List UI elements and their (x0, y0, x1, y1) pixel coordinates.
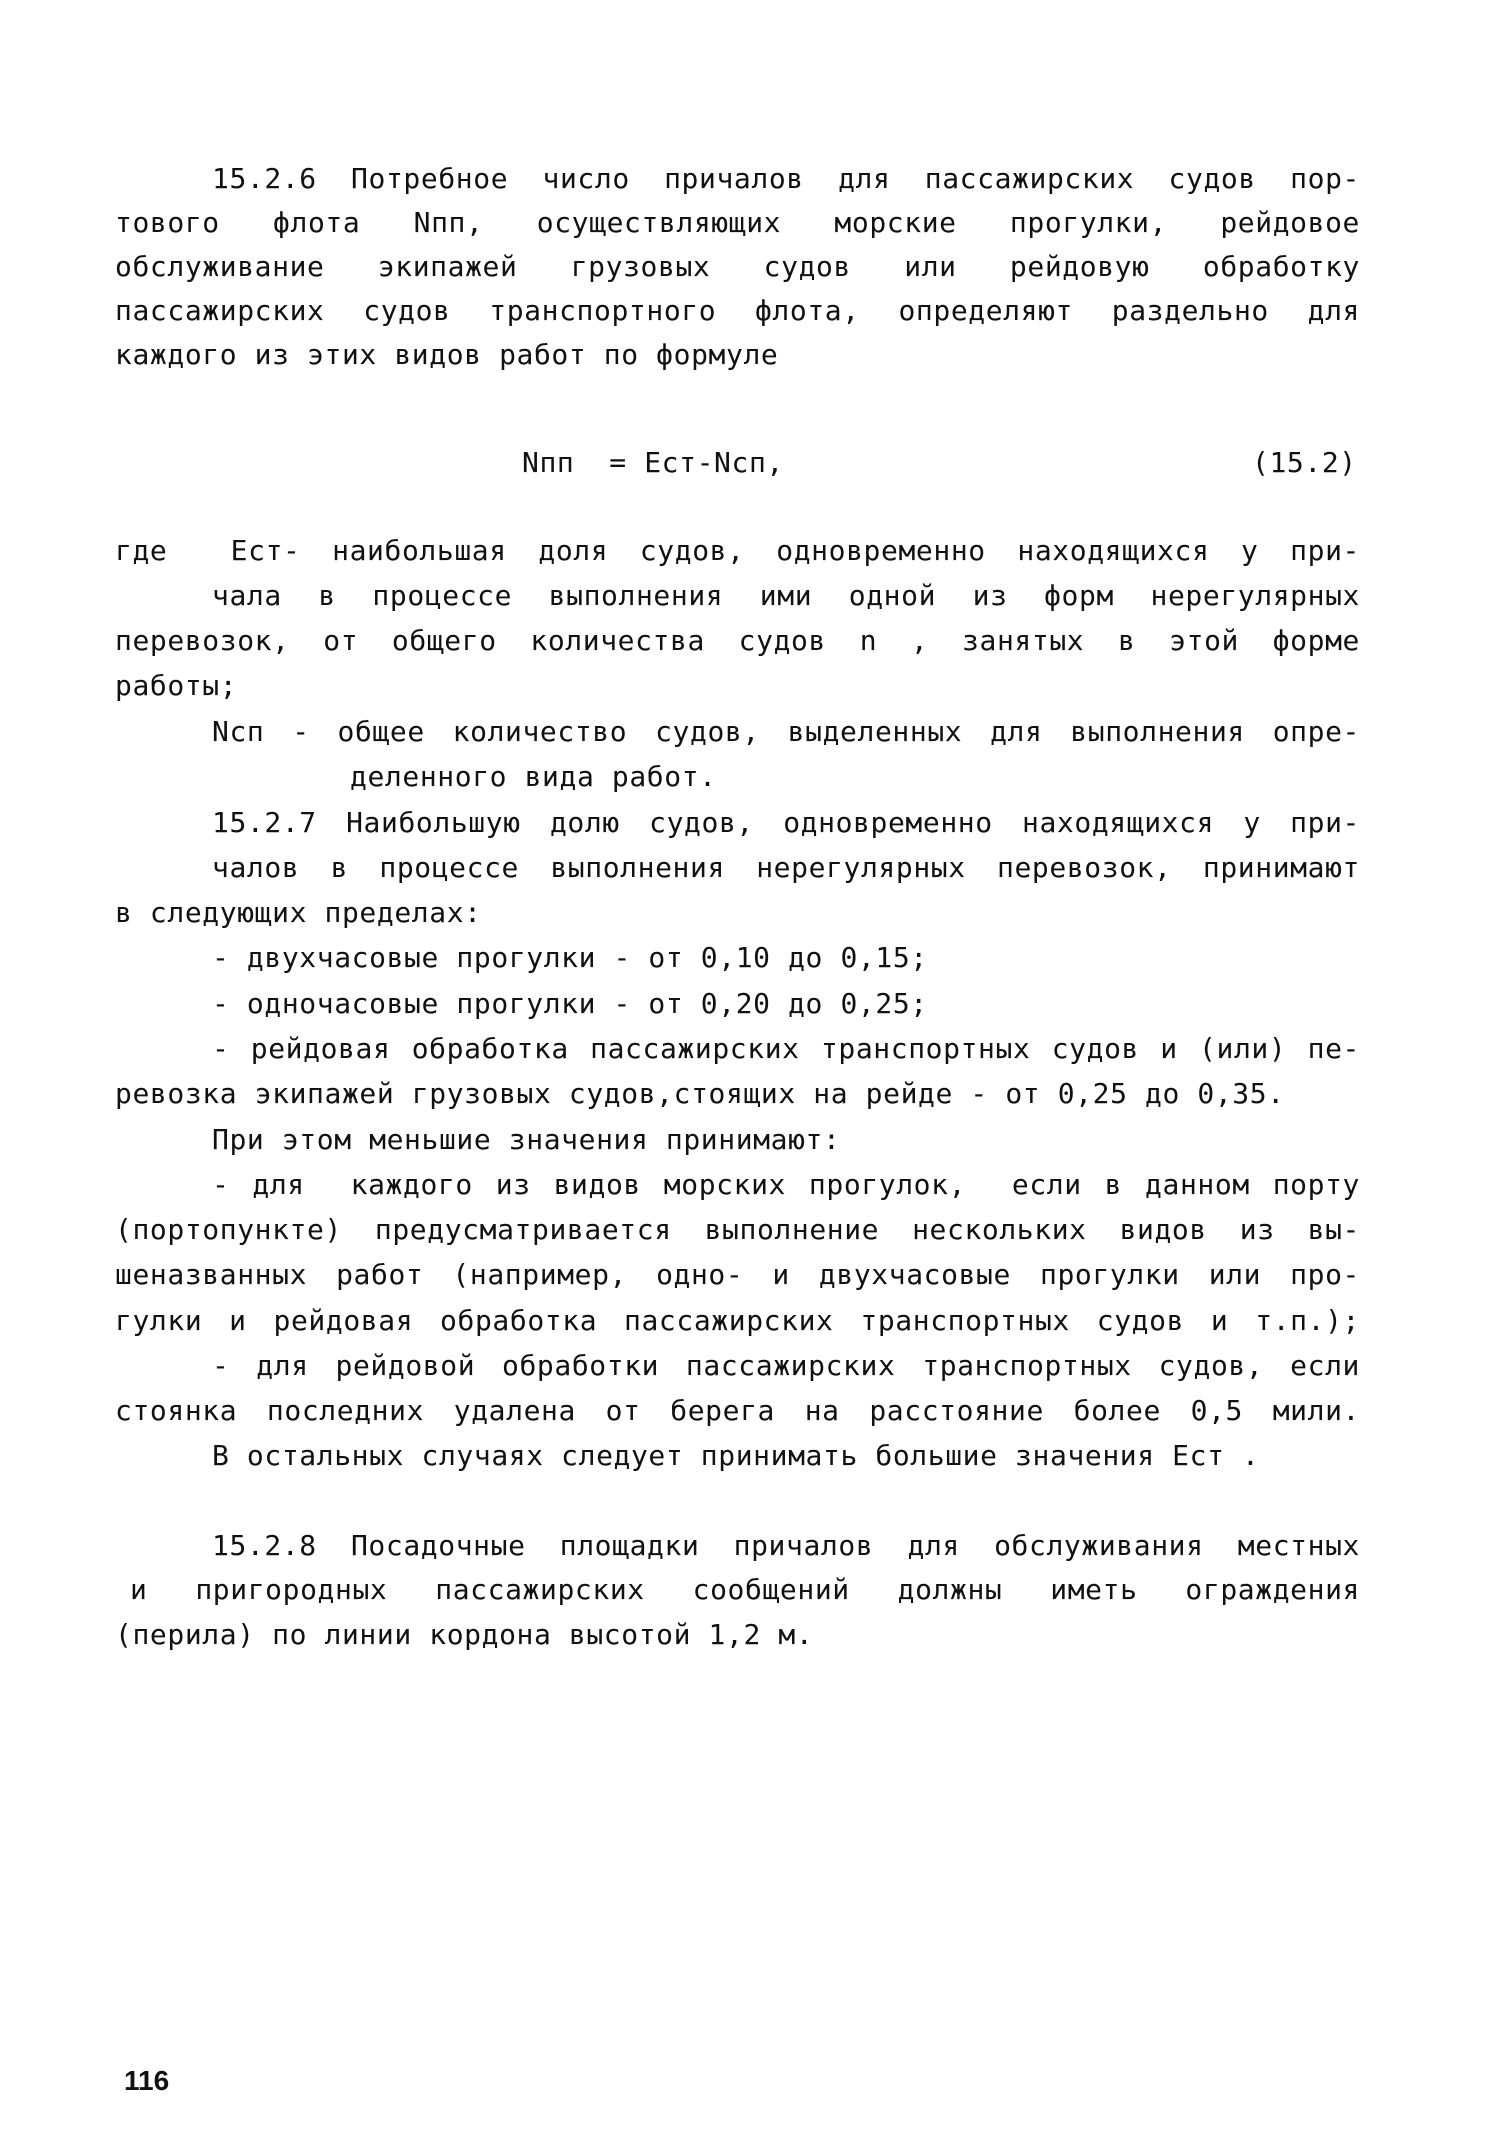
text-line: 15.2.7 Наибольшую долю судов, одновременно находящихся у при- (212, 806, 1360, 839)
text-line: и пригородных пассажирских сообщений должны иметь ограждения (130, 1573, 1360, 1606)
text-line: работы; (115, 669, 238, 702)
text-line: деленного вида работ. (350, 760, 717, 793)
text-line: - одночасовые прогулки - от 0,20 до 0,25; (212, 987, 928, 1020)
text-line: - двухчасовые прогулки - от 0,10 до 0,15; (212, 941, 928, 974)
text-line: - для рейдовой обработки пассажирских транспортных судов, если (212, 1349, 1360, 1382)
text-line: в следующих пределах: (115, 896, 482, 929)
text-line: где Ест- наибольшая доля судов, одновременно находящихся у при- (115, 534, 1360, 567)
text-line: 15.2.8 Посадочные площадки причалов для обслуживания местных (212, 1529, 1360, 1562)
formula-expression: Nпп = Ест-Nсп, (522, 446, 784, 479)
text-line: 15.2.6 Потребное число причалов для пассажирских судов пор- (212, 162, 1360, 195)
text-line: шеназванных работ (например, одно- и двухчасовые прогулки или про- (115, 1258, 1360, 1291)
text-line: чала в процессе выполнения ими одной из форм нерегулярных (212, 579, 1360, 612)
text-line: При этом меньшие значения принимают: (212, 1123, 841, 1156)
text-line: (портопункте) предусматривается выполнение нескольких видов из вы- (115, 1213, 1360, 1246)
text-line: В остальных случаях следует принимать большие значения Ест . (212, 1439, 1260, 1472)
text-line: - рейдовая обработка пассажирских транспортных судов и (или) пе- (212, 1032, 1360, 1065)
text-line: пассажирских судов транспортного флота, определяют раздельно для (115, 294, 1360, 327)
text-line: гулки и рейдовая обработка пассажирских транспортных судов и т.п.); (115, 1304, 1360, 1337)
text-line: каждого из этих видов работ по формуле (115, 338, 779, 371)
text-line: чалов в процессе выполнения нерегулярных перевозок, принимают (212, 851, 1360, 884)
text-line: тового флота Nпп, осуществляющих морские прогулки, рейдовое (115, 206, 1360, 239)
page-number: 116 (124, 2065, 170, 2096)
text-line: Nсп - общее количество судов, выделенных для выполнения опре- (212, 715, 1360, 748)
text-line: (перила) по линии кордона высотой 1,2 м. (115, 1618, 814, 1651)
text-line: - для каждого из видов морских прогулок, если в данном порту (212, 1168, 1360, 1201)
text-line: перевозок, от общего количества судов n , занятых в этой форме (115, 624, 1360, 657)
formula-number: (15.2) (1252, 446, 1357, 479)
text-line: стоянка последних удалена от берега на расстояние более 0,5 мили. (115, 1394, 1360, 1427)
text-line: ревозка экипажей грузовых судов,стоящих на рейде - от 0,25 до 0,35. (115, 1077, 1285, 1110)
text-line: обслуживание экипажей грузовых судов или рейдовую обработку (115, 250, 1360, 283)
